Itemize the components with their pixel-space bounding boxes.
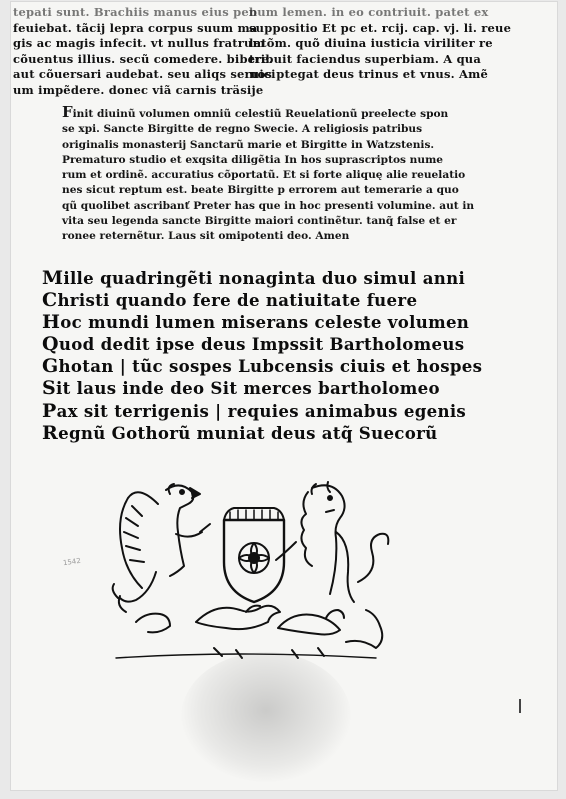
- text-line: latõm. quõ diuina iusticia viriliter re: [249, 36, 493, 50]
- colophon-line: Finit diuinũ volumen omniũ celestiũ Reuelationũ preelecte spon: [62, 103, 449, 121]
- colophon-paragraph: [62, 103, 475, 245]
- text-line: tribuit faciendus superbiam. A qua: [249, 51, 482, 66]
- colophon-line: se xpi. Sancte Birgitte de regno Swecie. A religiosis patribus: [62, 123, 423, 136]
- text-line: bum lemen. in eo contriuit. patet ex: [249, 5, 489, 19]
- colophon-line: Prematuro studio et exqsita diligẽtia In hos suprascriptos nume: [62, 153, 444, 166]
- verse-line: Regnũ Gothorũ muniat deus atq̃ Suecorũ: [42, 421, 438, 444]
- verse-line: Sit laus inde deo Sit merces bartholomeo: [42, 377, 440, 400]
- text-line: nos ptegat deus trinus et vnus. Amẽ: [249, 67, 489, 81]
- text-line: feuiebat. tãcij lepra corpus suum ma: [13, 20, 258, 35]
- text-line: cõuentus illius. secũ comedere. bibere.: [13, 51, 274, 66]
- verse-line: Pax sit terrigenis | requies animabus egenis: [42, 399, 467, 422]
- verse-line: Mille quadringẽti nonaginta duo simul anni: [42, 267, 466, 289]
- margin-mark: [519, 699, 521, 713]
- griffin-figure: [113, 484, 210, 602]
- verse-line: Hoc mundi lumen miserans celeste volumen: [42, 311, 470, 334]
- verse-line: Christi quando fere de natiuitate fuere: [42, 289, 418, 312]
- colophon-line: ronee reternẽtur. Laus sit omipotenti deo. Amen: [62, 230, 350, 243]
- verse-line: Quod dedit ipse deus Impssit Bartholomeus: [42, 333, 465, 356]
- colophon-line: qũ quolibet ascribanť Preter has que in hoc presenti volumine. aut in: [62, 199, 475, 212]
- colophon-line: nes sicut reptum est. beate Birgitte p errorem aut temerarie a quo: [62, 184, 459, 197]
- verse-block: [42, 267, 483, 444]
- text-line: tepati sunt. Brachiis manus eius pen: [13, 5, 258, 19]
- hounds-figure: [119, 596, 382, 658]
- printers-mark-woodcut: [96, 472, 396, 662]
- lion-figure: [276, 482, 388, 602]
- book-page: [11, 2, 557, 790]
- text-line: suppositio Et pc et. rcij. cap. vj. li. reue: [249, 20, 512, 35]
- text-column-left: [13, 5, 276, 98]
- verse-line: Ghotan | tũc sospes Lubcensis ciuis et hospes: [42, 355, 483, 378]
- text-line: um impẽdere. donec viã carnis träsije: [13, 82, 264, 97]
- text-line: gis ac magis infecit. vt nullus fratrum: [13, 36, 265, 50]
- shield-emblem: [224, 508, 284, 602]
- pencil-annotation: 1542: [62, 556, 82, 568]
- text-column-right: [249, 5, 512, 83]
- text-line: aut cõuersari audebat. seu aliqs seruici: [13, 67, 276, 81]
- colophon-line: rum et ordinẽ. accuratius cõportatũ. Et si forte aliquę alie reuelatio: [62, 169, 466, 182]
- ink-stain: [181, 652, 351, 782]
- colophon-line: originalis monasterij Sanctarũ marie et Birgitte in Watzstenis.: [62, 138, 435, 151]
- colophon-line: vita seu legenda sancte Birgitte maiori continẽtur. tanq̃ false et er: [62, 215, 457, 228]
